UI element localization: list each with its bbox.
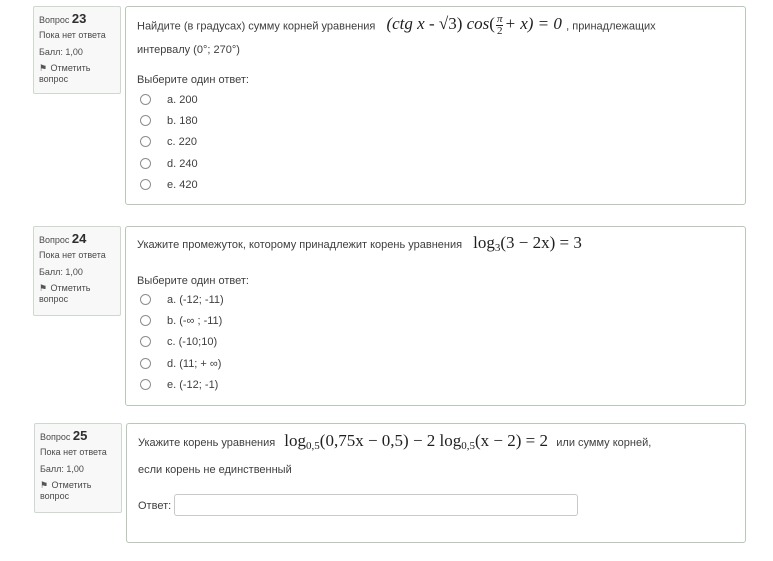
- question-grade: Балл: 1,00: [40, 464, 84, 474]
- question-text: [138, 431, 652, 453]
- question-number: Вопрос 25: [40, 428, 88, 443]
- radio-button[interactable]: [140, 294, 151, 305]
- question-text-end: или сумму корней,: [556, 437, 652, 449]
- radio-button[interactable]: [140, 158, 151, 169]
- radio-button[interactable]: [140, 115, 151, 126]
- equation: (ctg x - √3) cos( $\frac{\pi}{2}$ + x) = 0: [386, 13, 562, 37]
- question-content-24: [125, 226, 746, 406]
- radio-button[interactable]: [140, 179, 151, 190]
- option-c[interactable]: c. 220: [140, 135, 197, 149]
- question-status: Пока нет ответа: [39, 250, 106, 260]
- option-d[interactable]: d. 240: [140, 157, 198, 171]
- radio-button[interactable]: [140, 94, 151, 105]
- question-info-25: [34, 423, 122, 513]
- flag-question-link[interactable]: ⚑ Отметить вопрос: [39, 63, 91, 84]
- radio-button[interactable]: [140, 315, 151, 326]
- answer-prompt: Выберите один ответ:: [137, 275, 249, 287]
- question-text: [137, 233, 582, 255]
- equation: $\log_{0,5}(0,75x - 0,5) - 2$ $\log_{0,5}(x - 2) = 2$: [284, 431, 549, 452]
- question-status: Пока нет ответа: [40, 447, 107, 457]
- option-e[interactable]: e. 420: [140, 178, 198, 192]
- flag-icon: ⚑: [39, 63, 48, 73]
- flag-question-link[interactable]: ⚑ Отметить вопрос: [39, 283, 91, 304]
- question-grade: Балл: 1,00: [39, 267, 83, 277]
- flag-icon: ⚑: [40, 480, 49, 490]
- question-grade: Балл: 1,00: [39, 47, 83, 57]
- question-status: Пока нет ответа: [39, 30, 106, 40]
- radio-button[interactable]: [140, 358, 151, 369]
- option-b[interactable]: b. (-∞ ; -11): [140, 314, 222, 328]
- option-d[interactable]: d. (11; + ∞): [140, 357, 221, 371]
- question-text-start: Найдите (в градусах) сумму корней уравнения: [137, 20, 376, 33]
- question-text: [137, 14, 656, 37]
- radio-button[interactable]: [140, 136, 151, 147]
- answer-label: Ответ:: [138, 500, 172, 512]
- radio-button[interactable]: [140, 379, 151, 390]
- answer-prompt: Выберите один ответ:: [137, 74, 249, 86]
- question-text-start: Укажите корень уравнения: [138, 437, 276, 449]
- question-info-23: [33, 6, 121, 94]
- option-e[interactable]: e. (-12; -1): [140, 378, 218, 392]
- question-number: Вопрос 24: [39, 231, 87, 246]
- question-text-line2: если корень не единственный: [138, 464, 292, 476]
- question-number: Вопрос 23: [39, 11, 87, 26]
- flag-icon: ⚑: [39, 283, 48, 293]
- question-content-23: [125, 6, 746, 205]
- radio-button[interactable]: [140, 336, 151, 347]
- flag-question-link[interactable]: ⚑ Отметить вопрос: [40, 480, 92, 501]
- option-b[interactable]: b. 180: [140, 114, 198, 128]
- equation: $\log_3(3 - 2x) = 3$: [473, 233, 582, 254]
- question-info-24: [33, 226, 121, 316]
- question-content-25: [126, 423, 746, 543]
- question-text-end: , принадлежащих: [566, 20, 656, 33]
- question-text-start: Укажите промежуток, которому принадлежит корень уравнения: [137, 239, 463, 251]
- option-c[interactable]: c. (-10;10): [140, 335, 217, 349]
- question-text-line2: интервалу (0°; 270°): [137, 44, 240, 56]
- option-a[interactable]: a. (-12; -11): [140, 293, 224, 307]
- answer-input[interactable]: [174, 494, 578, 516]
- option-a[interactable]: a. 200: [140, 93, 198, 107]
